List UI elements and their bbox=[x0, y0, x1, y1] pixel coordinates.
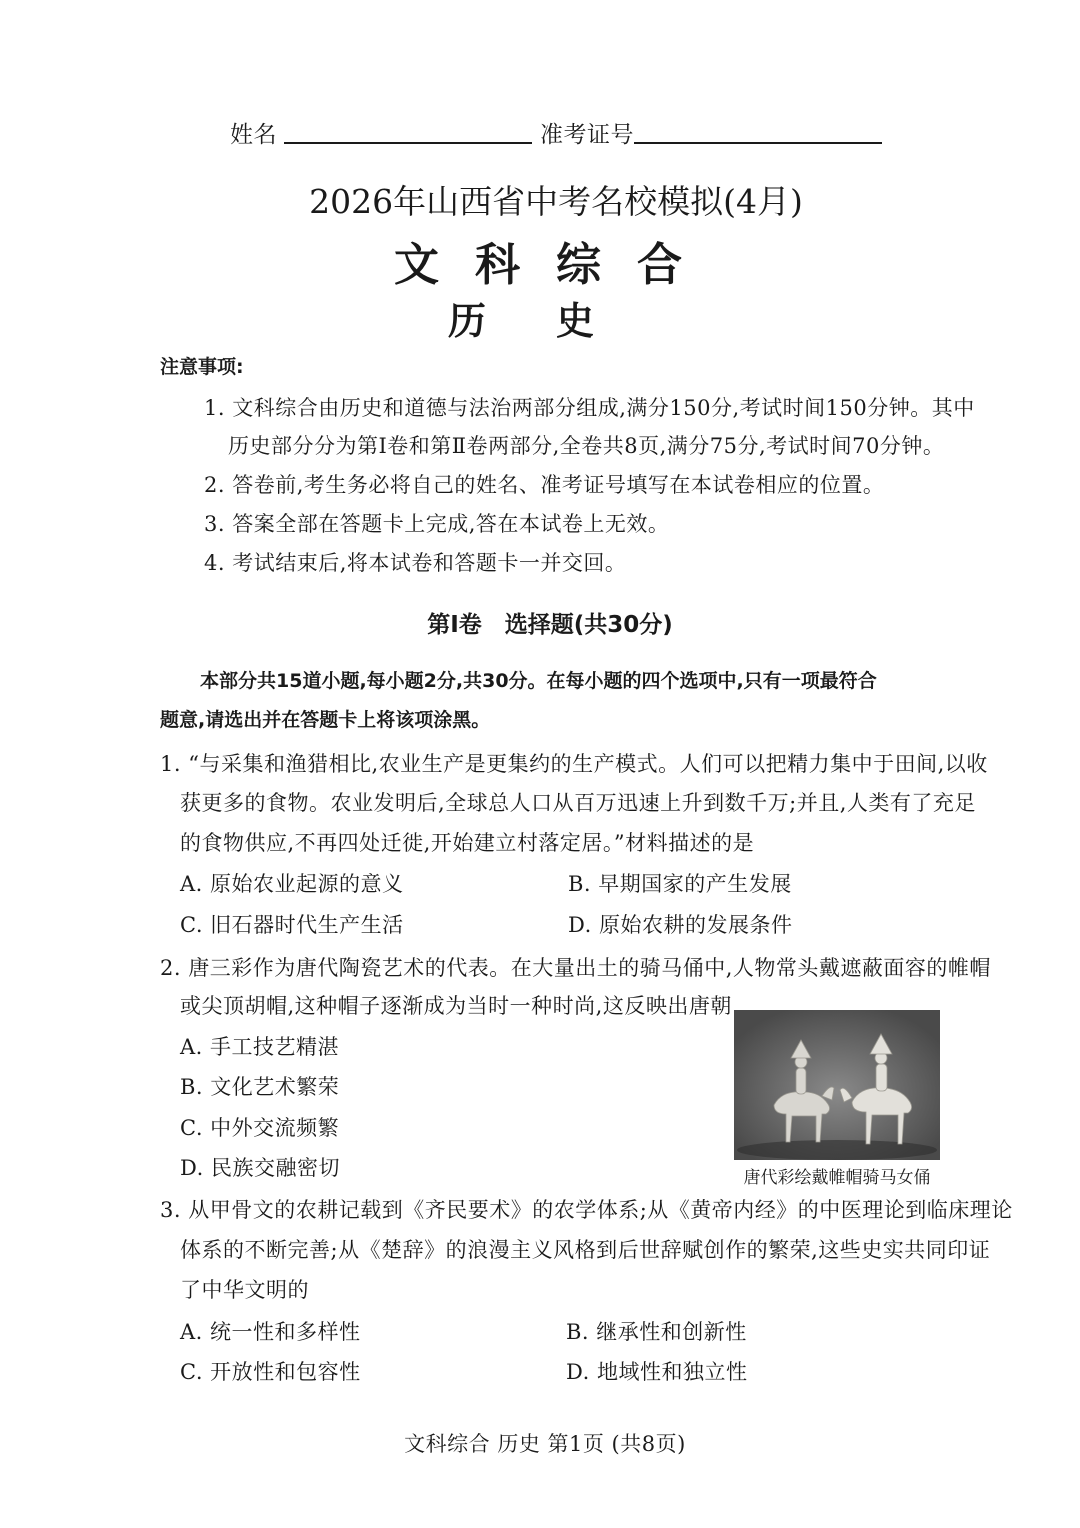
note-item: 2. 答卷前,考生务必将自己的姓名、准考证号填写在本试卷相应的位置。 bbox=[204, 473, 885, 497]
question-2-option-b: B. 文化艺术繁荣 bbox=[180, 1075, 340, 1099]
question-3-option-c: C. 开放性和包容性 bbox=[180, 1360, 361, 1384]
question-1-option-a: A. 原始农业起源的意义 bbox=[180, 872, 404, 896]
name-label: 姓名 bbox=[230, 122, 277, 148]
figure-caption: 唐代彩绘戴帷帽骑马女俑 bbox=[743, 1168, 931, 1188]
question-3-text: 体系的不断完善;从《楚辞》的浪漫主义风格到后世辞赋创作的繁荣,这些史实共同印证 bbox=[180, 1238, 991, 1262]
section-intro: 题意,请选出并在答题卡上将该项涂黑。 bbox=[160, 709, 491, 731]
section-title: 第Ⅰ卷 选择题(共30分) bbox=[427, 612, 673, 638]
question-3-option-b: B. 继承性和创新性 bbox=[566, 1320, 747, 1344]
question-1-option-d: D. 原始农耕的发展条件 bbox=[568, 913, 793, 937]
exam-id-blank[interactable] bbox=[634, 142, 882, 144]
notes-heading: 注意事项: bbox=[160, 356, 244, 378]
question-1-text: 1. “与采集和渔猎相比,农业生产是更集约的生产模式。人们可以把精力集中于田间,以收 bbox=[160, 752, 988, 776]
question-2-text: 或尖顶胡帽,这种帽子逐渐成为当时一种时尚,这反映出唐朝 bbox=[180, 994, 732, 1018]
question-2-option-d: D. 民族交融密切 bbox=[180, 1156, 340, 1180]
question-1-option-b: B. 早期国家的产生发展 bbox=[568, 872, 792, 896]
subject-title: 文科综合 bbox=[393, 238, 718, 291]
page-footer: 文科综合 历史 第1页 (共8页) bbox=[404, 1432, 686, 1456]
note-item: 历史部分分为第Ⅰ卷和第Ⅱ卷两部分,全卷共8页,满分75分,考试时间70分钟。 bbox=[228, 434, 945, 458]
note-item: 1. 文科综合由历史和道德与法治两部分组成,满分150分,考试时间150分钟。其中 bbox=[204, 396, 975, 420]
question-2-option-a: A. 手工技艺精湛 bbox=[180, 1035, 340, 1059]
question-3-text: 了中华文明的 bbox=[180, 1278, 309, 1302]
exam-title: 2026年山西省中考名校模拟(4月) bbox=[309, 182, 803, 221]
tang-horse-rider-figurines-image bbox=[734, 1010, 940, 1160]
question-3-option-d: D. 地域性和独立性 bbox=[566, 1360, 748, 1384]
section-intro: 本部分共15道小题,每小题2分,共30分。在每小题的四个选项中,只有一项最符合 bbox=[200, 670, 877, 692]
question-3-text: 3. 从甲骨文的农耕记载到《齐民要术》的农学体系;从《黄帝内经》的中医理论到临床理论 bbox=[160, 1198, 1013, 1222]
question-2-text: 2. 唐三彩作为唐代陶瓷艺术的代表。在大量出土的骑马俑中,人物常头戴遮蔽面容的帷帽 bbox=[160, 956, 991, 980]
figurine-illustration bbox=[734, 1010, 940, 1160]
exam-id-label: 准考证号 bbox=[540, 122, 634, 148]
question-3-option-a: A. 统一性和多样性 bbox=[180, 1320, 361, 1344]
question-2-option-c: C. 中外交流频繁 bbox=[180, 1116, 340, 1140]
note-item: 4. 考试结束后,将本试卷和答题卡一并交回。 bbox=[204, 551, 627, 575]
name-blank[interactable] bbox=[284, 142, 532, 144]
part-title: 历史 bbox=[447, 299, 664, 343]
question-1-text: 获更多的食物。农业发明后,全球总人口从百万迅速上升到数千万;并且,人类有了充足 bbox=[180, 791, 976, 815]
note-item: 3. 答案全部在答题卡上完成,答在本试卷上无效。 bbox=[204, 512, 670, 536]
question-1-option-c: C. 旧石器时代生产生活 bbox=[180, 913, 404, 937]
question-1-text: 的食物供应,不再四处迁徙,开始建立村落定居。”材料描述的是 bbox=[180, 831, 755, 855]
